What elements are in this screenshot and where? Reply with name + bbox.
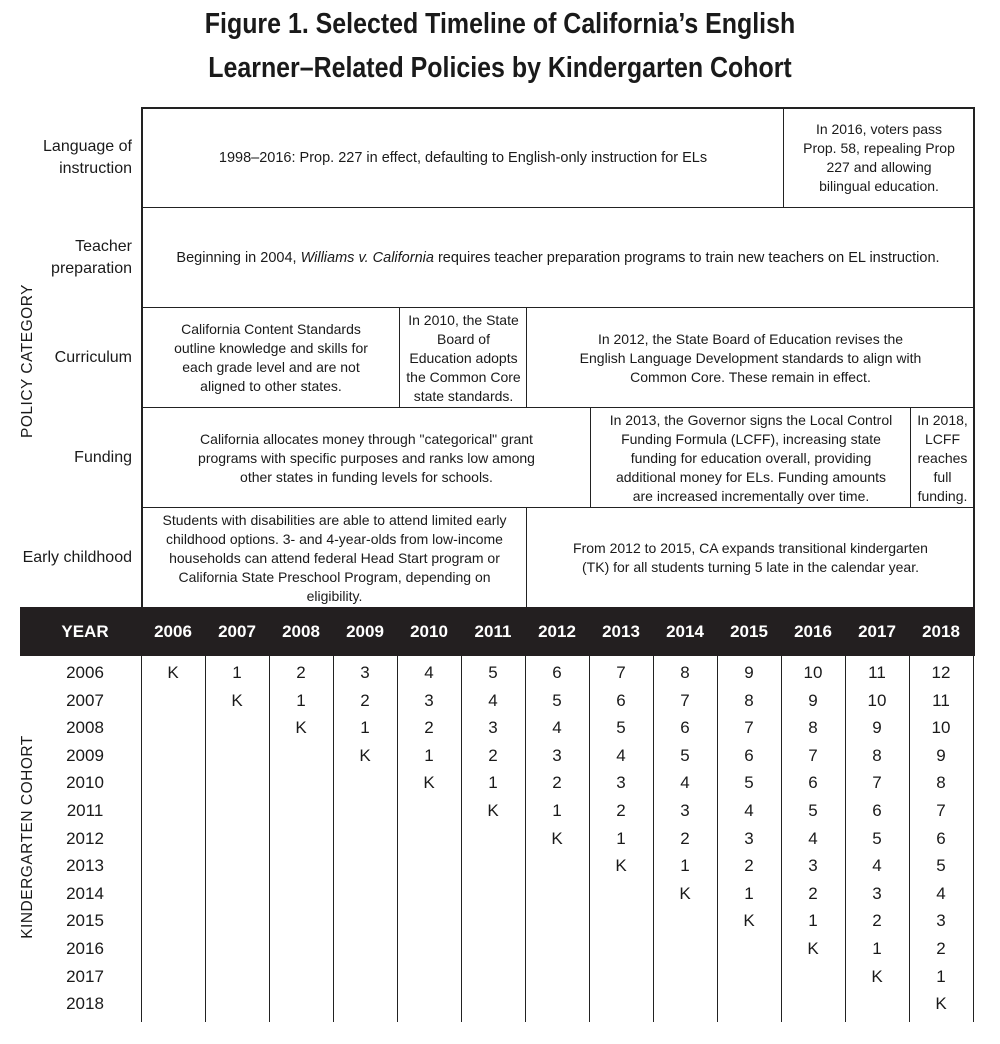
grade-cell: 5: [744, 773, 754, 793]
grade-cell: 6: [552, 663, 562, 682]
grade-cell: 2: [424, 718, 434, 738]
grade-cell: 9: [936, 745, 946, 765]
category-teacher: Teacher preparation: [51, 238, 132, 277]
grade-cell: 9: [808, 690, 818, 710]
grade-cell: 1: [488, 773, 498, 793]
grade-cell: 10: [867, 690, 887, 710]
category-curriculum: Curriculum: [54, 349, 132, 366]
cur-divider-1: [399, 308, 400, 408]
grade-cell: 3: [872, 883, 882, 903]
grade-cell: 5: [552, 690, 562, 710]
grade-cell: K: [935, 994, 947, 1014]
grade-cell: 6: [616, 690, 626, 710]
category-funding: Funding: [74, 449, 132, 466]
year-header-2018: 2018: [922, 621, 960, 641]
year-header-2016: 2016: [794, 621, 832, 641]
grade-cell: 3: [360, 663, 370, 682]
cohort-label-2011: 2011: [66, 801, 104, 820]
grade-cell: 6: [808, 773, 818, 793]
cohort-label-2017: 2017: [66, 966, 104, 986]
grade-cell: 3: [552, 745, 562, 765]
grade-cell: 1: [744, 883, 754, 903]
year-header-2006: 2006: [154, 621, 192, 641]
grade-cell: K: [423, 773, 435, 793]
grade-cell: 4: [488, 690, 498, 710]
year-header-2015: 2015: [730, 621, 768, 641]
funding-categorical-cell: California allocates money through "categorical" grant programs with specific purposes and ranks low among other states in funding levels for schools.: [198, 430, 535, 485]
year-header-2010: 2010: [410, 621, 448, 641]
grade-cell: 5: [616, 718, 626, 738]
year-header-label: YEAR: [61, 621, 109, 641]
grade-cell: 2: [552, 773, 562, 793]
grid-line: [141, 656, 142, 1022]
teacher-cell: [143, 209, 973, 307]
lang-prop58-cell: In 2016, voters pass Prop. 58, repealing Prop 227 and allowing bilingual education.: [803, 121, 955, 194]
funding-lcff-cell: In 2013, the Governor signs the Local Control Funding Formula (LCFF), increasing state funding for education overall, providing additional money for ELs. Funding amounts are increased incrementally over time.: [609, 411, 893, 504]
grade-cell: K: [295, 718, 307, 738]
year-header-2017: 2017: [858, 621, 896, 641]
grade-cell: 3: [424, 690, 434, 710]
cohort-label-2013: 2013: [66, 856, 104, 876]
grade-cell: K: [359, 745, 371, 765]
grade-cell: 10: [803, 663, 823, 682]
category-early: Early childhood: [22, 549, 132, 566]
grade-cell: K: [615, 856, 627, 876]
curriculum-common-core-cell: In 2010, the State Board of Education adopts the Common Core state standards.: [406, 311, 521, 404]
grade-cell: 1: [552, 801, 562, 820]
grade-cell: 6: [680, 718, 690, 738]
grade-cell: 3: [488, 718, 498, 738]
grade-cell: 1: [936, 966, 946, 986]
year-header-2007: 2007: [218, 621, 256, 641]
grade-cell: 7: [680, 690, 690, 710]
cohort-label-2018: 2018: [66, 994, 104, 1014]
grade-cell: 3: [936, 911, 946, 931]
grade-cell: 2: [296, 663, 306, 682]
year-header-2012: 2012: [538, 621, 576, 641]
year-header-2014: 2014: [666, 621, 704, 641]
grade-cell: 3: [616, 773, 626, 793]
grade-cell: 4: [872, 856, 882, 876]
grade-cell: 6: [744, 745, 754, 765]
cohort-label-2006: 2006: [66, 663, 104, 682]
cohort-label-2014: 2014: [66, 883, 104, 903]
grade-cell: 8: [680, 663, 690, 682]
grade-cell: 4: [552, 718, 562, 738]
grade-cell: 1: [616, 828, 626, 848]
grade-cell: 3: [744, 828, 754, 848]
grade-cell: 7: [616, 663, 626, 682]
grade-cell: 12: [931, 663, 951, 682]
teacher-case-name: Williams v. California: [300, 249, 434, 266]
grade-cell: 5: [872, 828, 882, 848]
grade-cell: 7: [744, 718, 754, 738]
grade-cell: 2: [936, 939, 946, 958]
fund-divider-1: [590, 408, 591, 508]
funding-full-cell: In 2018, LCFF reaches full funding.: [917, 411, 968, 504]
grade-cell: 6: [936, 828, 946, 848]
grade-cell: 1: [872, 939, 882, 958]
grade-cell: 6: [872, 801, 882, 820]
grade-cell: 8: [872, 745, 882, 765]
grade-cell: 2: [616, 801, 626, 820]
row-divider-1: [141, 207, 975, 208]
lang-prop227-cell: 1998–2016: Prop. 227 in effect, defaulting to English-only instruction for ELs: [218, 149, 708, 166]
fund-divider-2: [910, 408, 911, 508]
grade-cell: 8: [744, 690, 754, 710]
policy-category-axis-label: POLICY CATEGORY: [19, 284, 36, 438]
grade-cell: K: [871, 966, 883, 986]
lang-divider: [783, 108, 784, 208]
cohort-label-2010: 2010: [66, 773, 104, 793]
grade-cell: 9: [872, 718, 882, 738]
early-headstart-cell: Students with disabilities are able to attend limited early childhood options. 3- and 4-year-olds from low-income households can attend federal Head Start program or California State Preschool Program, depending on eligibility.: [162, 511, 507, 604]
title-line-2: Learner–Related Policies by Kindergarten Cohort: [208, 52, 792, 84]
grade-cell: 2: [872, 911, 882, 931]
grid-line: [973, 656, 974, 1022]
grade-cell: 7: [872, 773, 882, 793]
grade-cell: 4: [936, 883, 946, 903]
grade-cell: 3: [808, 856, 818, 876]
grade-cell: K: [167, 663, 179, 682]
early-tk-cell: From 2012 to 2015, CA expands transitional kindergarten (TK) for all students turning 5 late in the calendar year.: [573, 540, 928, 575]
grade-cell: K: [487, 801, 499, 820]
grade-cell: 8: [936, 773, 946, 793]
grade-cell: 5: [936, 856, 946, 876]
grade-cell: 2: [488, 745, 498, 765]
cohort-label-2015: 2015: [66, 911, 104, 931]
teacher-text-1: Beginning in 2004,: [176, 249, 301, 266]
grade-cell: 4: [424, 663, 434, 682]
grade-cell: 1: [680, 856, 690, 876]
grade-cell: 2: [744, 856, 754, 876]
grade-cell: 2: [808, 883, 818, 903]
grade-cell: 8: [808, 718, 818, 738]
grade-cell: 5: [808, 801, 818, 820]
grade-cell: K: [551, 828, 563, 848]
year-header-2013: 2013: [602, 621, 640, 641]
grade-cell: 1: [424, 745, 434, 765]
grade-cell: 1: [296, 690, 306, 710]
grade-cell: 7: [808, 745, 818, 765]
cohort-label-2007: 2007: [66, 690, 104, 710]
cohort-label-2009: 2009: [66, 745, 104, 765]
year-header-2011: 2011: [474, 621, 512, 641]
grade-cell: 1: [232, 663, 242, 682]
grade-cell: 5: [488, 663, 498, 682]
row-divider-3: [141, 407, 975, 408]
grade-cell: 5: [680, 745, 690, 765]
curriculum-eld-cell: In 2012, the State Board of Education revises the English Language Development standards to align with Common Core. These remain in effect.: [579, 330, 922, 385]
grade-cell: 2: [680, 828, 690, 848]
grade-cell: 9: [744, 663, 754, 682]
row-divider-2: [141, 307, 975, 308]
cohort-label-2008: 2008: [66, 718, 104, 738]
grade-cell: K: [807, 939, 819, 958]
category-language: Language of instruction: [43, 138, 132, 177]
grade-cell: 4: [616, 745, 626, 765]
grade-cell: 4: [744, 801, 754, 820]
grade-cell: K: [743, 911, 755, 931]
grade-cell: 10: [931, 718, 951, 738]
grade-cell: 1: [360, 718, 370, 738]
grade-cell: 1: [808, 911, 818, 931]
curriculum-standards-cell: California Content Standards outline knowledge and skills for each grade level and are not aligned to other states.: [174, 321, 368, 394]
cohort-label-2016: 2016: [66, 939, 104, 958]
title-line-1: Figure 1. Selected Timeline of California’s English: [204, 8, 796, 40]
grade-cell: K: [679, 883, 691, 903]
grade-cell: 7: [936, 801, 946, 820]
year-header-2009: 2009: [346, 621, 384, 641]
grade-cell: 11: [868, 663, 886, 682]
kindergarten-cohort-axis-label: KINDERGARTEN COHORT: [19, 735, 36, 939]
teacher-text-2: requires teacher preparation programs to train new teachers on EL instruction.: [433, 249, 940, 266]
cohort-label-2012: 2012: [66, 828, 104, 848]
grade-cell: 11: [932, 690, 950, 710]
grade-cell: 2: [360, 690, 370, 710]
early-divider: [526, 508, 527, 608]
grade-cell: 4: [680, 773, 690, 793]
row-divider-4: [141, 507, 975, 508]
figure-title: [70, 2, 930, 90]
grade-cell: 3: [680, 801, 690, 820]
year-header-2008: 2008: [282, 621, 320, 641]
cur-divider-2: [526, 308, 527, 408]
grade-cell: 4: [808, 828, 818, 848]
grade-cell: K: [231, 690, 243, 710]
